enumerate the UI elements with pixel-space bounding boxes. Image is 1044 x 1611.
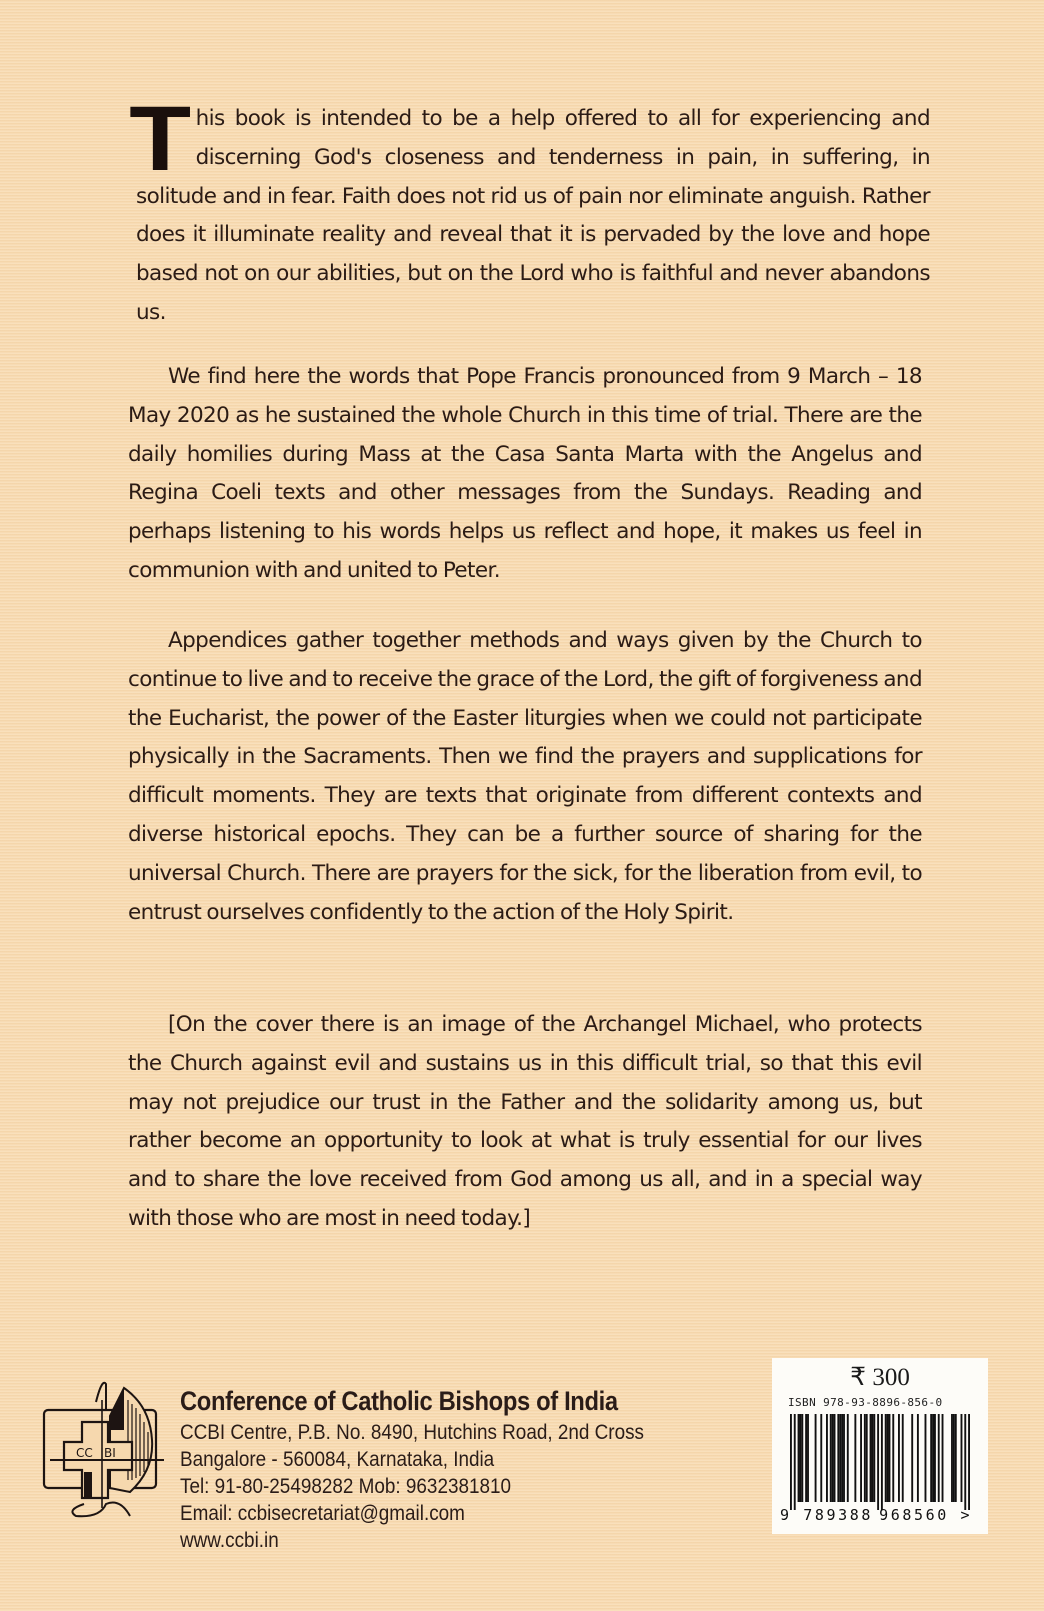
ean-right-group: 968560 bbox=[879, 1506, 949, 1524]
barcode-bar bbox=[871, 1414, 873, 1502]
logo-text-left: CC bbox=[76, 1446, 93, 1460]
ean-first-digit: 9 bbox=[780, 1506, 792, 1524]
publisher-name: Conference of Catholic Bishops of India bbox=[180, 1386, 618, 1416]
publisher-address-2: Bangalore - 560084, Karnataka, India bbox=[180, 1448, 495, 1471]
barcode-bar bbox=[898, 1414, 900, 1502]
publisher-website: www.ccbi.in bbox=[180, 1529, 279, 1552]
barcode-bar bbox=[964, 1414, 966, 1510]
barcode-bar bbox=[932, 1414, 934, 1502]
barcode-bar bbox=[934, 1414, 936, 1502]
barcode-bar bbox=[826, 1414, 828, 1502]
blurb-paragraph-3 bbox=[128, 622, 922, 932]
price-barcode-box bbox=[772, 1358, 988, 1534]
barcode-bar bbox=[794, 1414, 796, 1510]
barcode-bar bbox=[870, 1414, 872, 1502]
publisher-address-1: CCBI Centre, P.B. No. 8490, Hutchins Road, 2nd Cross bbox=[180, 1421, 644, 1444]
barcode-bar bbox=[847, 1414, 849, 1502]
barcode-bar bbox=[917, 1414, 919, 1502]
barcode-bar bbox=[866, 1414, 868, 1502]
ean-quiet-marker: > bbox=[960, 1506, 973, 1524]
publisher-email: Email: ccbisecretariat@gmail.com bbox=[180, 1502, 465, 1525]
drop-cap: T bbox=[129, 88, 191, 190]
blurb-paragraph-2 bbox=[128, 358, 922, 591]
barcode-bar bbox=[841, 1414, 843, 1502]
barcode-bar bbox=[805, 1414, 807, 1502]
ean-left-group: 789388 bbox=[803, 1506, 874, 1524]
paragraph-4-text: [On the cover there is an image of the Archangel Michael, who protects the Church against evil and sustains us in this difficult trial, so that this evil may not prejudice our trust in the Father and the solidarity among us, but rather become an opportunity to look at what is truly essential for our lives and to share the love received from God among us all, and in a special way with those who are most in need today.] bbox=[128, 1012, 922, 1231]
barcode-bar bbox=[790, 1414, 792, 1510]
isbn-label: ISBN 978-93-8896-856-0 bbox=[788, 1396, 943, 1409]
paragraph-2-text: We find here the words that Pope Francis pronounced from 9 March – 18 May 2020 as he sustained the whole Church in this time of trial. There are the daily homilies during Mass at the Casa Santa Marta with the Angelus and Regina Coeli texts and other messages from the Sundays. Reading and perhaps listening to his words helps us reflect and hope, it makes us feel in communion with and united to Peter. bbox=[128, 364, 922, 583]
barcode-bar bbox=[881, 1414, 883, 1510]
blurb-paragraph-1 bbox=[129, 88, 930, 333]
barcode-bar bbox=[873, 1414, 875, 1502]
barcode-bar bbox=[885, 1414, 887, 1502]
barcode-bar bbox=[877, 1414, 879, 1510]
barcode-bar bbox=[938, 1414, 940, 1502]
ccbi-logo bbox=[40, 1380, 166, 1520]
barcode-bar bbox=[832, 1414, 834, 1502]
barcode-bar bbox=[830, 1414, 832, 1502]
barcode-bar bbox=[799, 1414, 801, 1502]
barcode-bar bbox=[834, 1414, 836, 1502]
barcode-bar bbox=[864, 1414, 866, 1502]
barcode bbox=[790, 1414, 970, 1510]
barcode-bar bbox=[839, 1414, 841, 1502]
barcode-bar bbox=[942, 1414, 944, 1502]
publisher-phone: Tel: 91-80-25498282 Mob: 9632381810 bbox=[180, 1475, 512, 1498]
barcode-bar bbox=[889, 1414, 891, 1502]
price-label: ₹ 300 bbox=[850, 1364, 910, 1391]
blurb-paragraph-4 bbox=[128, 1006, 922, 1239]
barcode-bar bbox=[860, 1414, 862, 1502]
barcode-bar bbox=[925, 1414, 927, 1502]
barcode-bar bbox=[798, 1414, 800, 1502]
barcode-bar bbox=[951, 1414, 953, 1502]
barcode-bar bbox=[961, 1414, 963, 1502]
publisher-block bbox=[180, 1386, 696, 1554]
barcode-bar bbox=[887, 1414, 889, 1502]
barcode-bar bbox=[930, 1414, 932, 1502]
barcode-bar bbox=[820, 1414, 822, 1502]
barcode-bar bbox=[854, 1414, 856, 1502]
barcode-bar bbox=[911, 1414, 913, 1502]
barcode-bar bbox=[837, 1414, 839, 1502]
barcode-bar bbox=[902, 1414, 904, 1502]
barcode-bar bbox=[815, 1414, 817, 1502]
barcode-bar bbox=[843, 1414, 845, 1502]
paragraph-1-text: his book is intended to be a help offered to all for experiencing and discerning God's closeness and tenderness in pain, in suffering, in solitude and in fear. Faith does not rid us of pain nor eliminate anguish. Rather does it illuminate reality and reveal that it is pervaded by the love and hope based not on our abilities, but on the Lord who is faithful and never abandons us. bbox=[136, 106, 930, 325]
barcode-bar bbox=[968, 1414, 970, 1510]
logo-text-right: BI bbox=[104, 1446, 116, 1460]
ean-digits bbox=[780, 1506, 972, 1524]
paragraph-3-text: Appendices gather together methods and ways given by the Church to continue to live and to receive the grace of the Lord, the gift of forgiveness and the Eucharist, the power of the Easter liturgies when we could not participate physically in the Sacraments. Then we find the prayers and supplications for difficult moments. They are texts that originate from different contexts and diverse historical epochs. They can be a further source of sharing for the universal Church. There are prayers for the sick, for the liberation from evil, to entrust ourselves confidently to the action of the Holy Spirit. bbox=[128, 628, 922, 925]
barcode-bar bbox=[955, 1414, 957, 1502]
barcode-bar bbox=[801, 1414, 803, 1502]
barcode-bar bbox=[807, 1414, 809, 1502]
barcode-bar bbox=[953, 1414, 955, 1502]
barcode-bar bbox=[892, 1414, 894, 1502]
